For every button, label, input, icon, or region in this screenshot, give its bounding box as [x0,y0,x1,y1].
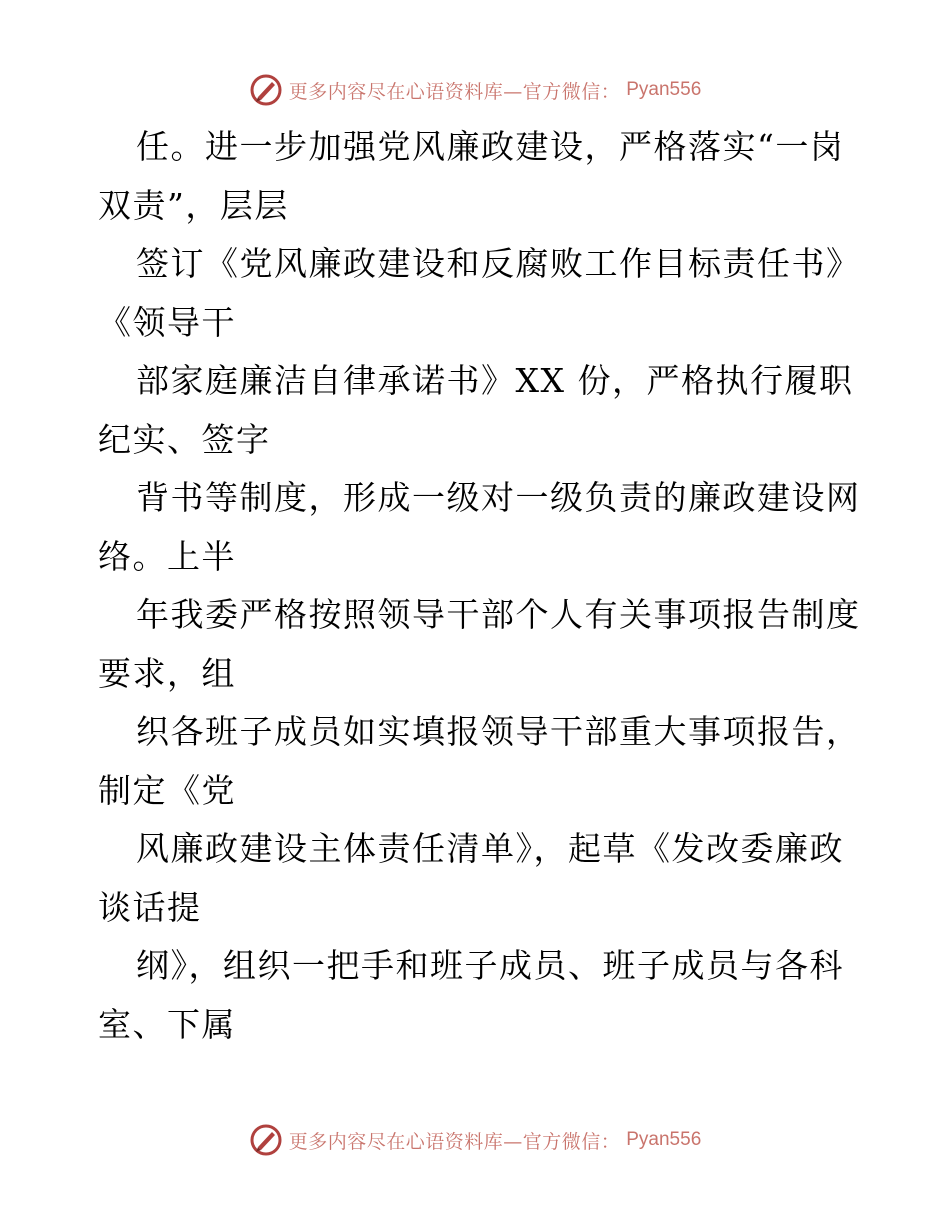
text-line: 风廉政建设主体责任清单》，起草《发改委廉政 [136,829,844,868]
watermark-account: Pyan556 [626,79,702,100]
document-body [98,118,861,1054]
text-line: 络。上半 [98,536,236,576]
text-line: 《领导干 [98,302,236,342]
header-watermark [0,70,950,110]
text-line: 年我委严格按照领导干部个人有关事项报告制度 [136,595,861,634]
text-line: 签订《党风廉政建设和反腐败工作目标责任书》 [136,244,861,283]
pen-logo-icon [249,1123,283,1157]
watermark-text: 更多内容尽在心语资料库—官方微信： [288,1130,621,1153]
text-line: 谈话提 [98,887,202,927]
footer-watermark [0,1120,950,1160]
pen-logo-icon [249,73,283,107]
text-line: 背书等制度，形成一级对一级负责的廉政建设网 [136,478,861,517]
watermark-text: 更多内容尽在心语资料库—官方微信： [288,80,621,103]
text-line: 部家庭廉洁自律承诺书》XX 份，严格执行履职 [136,361,854,400]
text-line: 纲》，组织一把手和班子成员、班子成员与各科 [136,946,844,985]
text-line: 织各班子成员如实填报领导干部重大事项报告， [136,712,861,751]
text-line: 要求，组 [98,653,236,693]
text-line: 制定《党 [98,770,236,810]
watermark-account: Pyan556 [626,1129,702,1150]
text-line: 室、下属 [98,1004,236,1044]
text-line: 任。进一步加强党风廉政建设，严格落实“一岗 [136,127,845,166]
text-line: 双责”，层层 [98,185,289,225]
text-line: 纪实、签字 [98,419,271,459]
